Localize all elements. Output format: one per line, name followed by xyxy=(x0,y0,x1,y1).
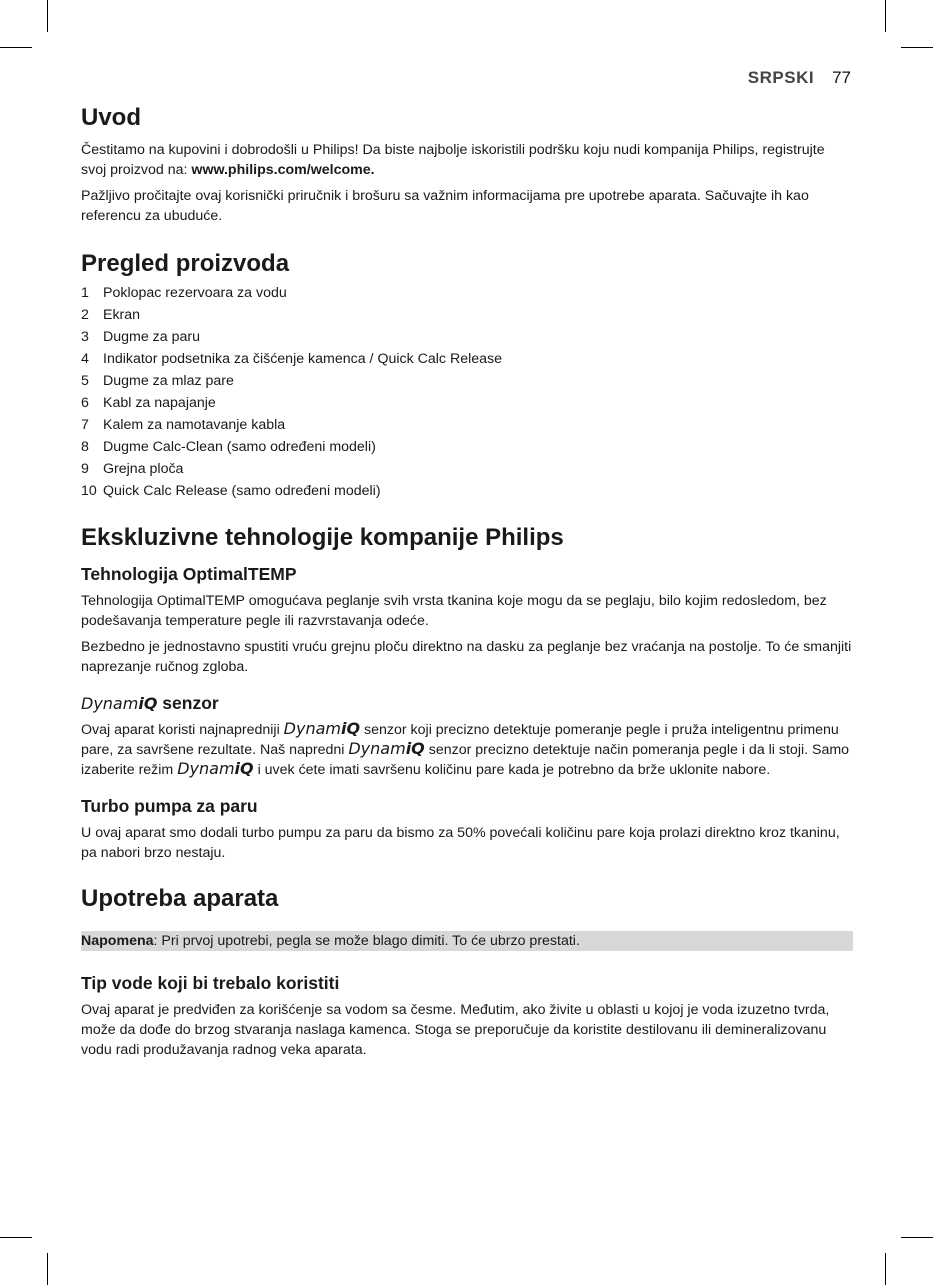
technologies-title: Ekskluzivne tehnologije kompanije Philips xyxy=(81,524,564,551)
dynamiq-logo: DynamiQ xyxy=(177,759,254,778)
page-header xyxy=(748,68,851,88)
list-item: 8 Dugme Calc-Clean (samo određeni modeli) xyxy=(81,439,376,455)
list-item: 7 Kalem za namotavanje kabla xyxy=(81,417,286,433)
note-text: : Pri prvoj upotrebi, pegla se može blago dimiti. To će ubrzo prestati. xyxy=(153,933,580,949)
parts-list xyxy=(81,282,853,502)
page-number: 77 xyxy=(832,68,851,87)
water-paragraph: Ovaj aparat je predviđen za korišćenje sa vodom sa česme. Međutim, ako živite u oblasti u kojoj je voda izuzetno tvrda, može da dođe do brzog stvaranja naslaga kamenca. Stoga se preporučuje da koristite destilovanu ili demineralizovanu vodu radi produžavanja radnog veka aparata. xyxy=(81,1002,830,1058)
usage-title: Upotreba aparata xyxy=(81,885,279,912)
optimaltemp-paragraph-2: Bezbedno je jednostavno spustiti vruću grejnu ploču direktno na dasku za peglanje bez vraćanja na postolje. To će smanjiti naprezanje ručnog zgloba. xyxy=(81,639,852,675)
intro-section xyxy=(81,102,853,226)
crop-mark xyxy=(901,1237,933,1238)
list-item: 9 Grejna ploča xyxy=(81,461,184,477)
crop-mark xyxy=(0,1237,32,1238)
turbo-paragraph: U ovaj aparat smo dodali turbo pumpu za paru da bismo za 50% povećali količinu pare koja prolazi direktno kroz tkaninu, pa nabori brzo nestaju. xyxy=(81,825,840,861)
intro-text: Čestitamo na kupovini i dobrodošli u Philips! Da biste najbolje iskoristili podršku koju nudi kompanija Philips, registrujte svoj proizvod na: xyxy=(81,142,825,178)
optimaltemp-title: Tehnologija OptimalTEMP xyxy=(81,564,297,584)
intro-paragraph xyxy=(81,140,853,180)
intro-title: Uvod xyxy=(81,104,141,131)
list-item: 10 Quick Calc Release (samo određeni modeli) xyxy=(81,483,381,499)
dynamiq-paragraph: Ovaj aparat koristi najnapredniji DynamiQ senzor koji precizno detektuje pomeranje pegle i pruža inteligentnu primenu pare, za savršene rezultate. Naš napredni DynamiQ senzor precizno detektuje način pomeranja pegle i da li stoji. Samo izaberite režim DynamiQ i uvek ćete imati savršenu količinu pare kada je potrebno da brže uklonite nabore. xyxy=(81,719,850,778)
note-label: Napomena xyxy=(81,933,154,949)
crop-mark xyxy=(885,0,886,32)
overview-title: Pregled proizvoda xyxy=(81,250,290,277)
crop-mark xyxy=(0,47,32,48)
overview-section xyxy=(81,248,853,502)
list-item: 4 Indikator podsetnika za čišćenje kamenca / Quick Calc Release xyxy=(81,351,503,367)
list-item: 6 Kabl za napajanje xyxy=(81,395,216,411)
list-item: 5 Dugme za mlaz pare xyxy=(81,373,234,389)
turbo-title: Turbo pumpa za paru xyxy=(81,796,258,816)
list-item: 1 Poklopac rezervoara za vodu xyxy=(81,285,287,301)
crop-mark xyxy=(47,1253,48,1285)
dynamiq-title: DynamiQ senzor xyxy=(81,693,219,713)
crop-mark xyxy=(901,47,933,48)
language-label: SRPSKI xyxy=(747,68,815,87)
usage-section xyxy=(81,883,853,1060)
dynamiq-logo: DynamiQ xyxy=(81,694,158,713)
note-box xyxy=(81,931,853,951)
philips-link[interactable]: www.philips.com/welcome. xyxy=(191,162,375,178)
technologies-section xyxy=(81,522,853,863)
intro-paragraph-2: Pažljivo pročitajte ovaj korisnički priručnik i brošuru sa važnim informacijama pre upotrebe aparata. Sačuvajte ih kao referencu za ubuduće. xyxy=(81,188,809,224)
water-title: Tip vode koji bi trebalo koristiti xyxy=(81,973,340,993)
dynamiq-logo: DynamiQ xyxy=(348,739,425,758)
crop-mark xyxy=(47,0,48,32)
dynamiq-logo: DynamiQ xyxy=(283,719,361,738)
optimaltemp-paragraph: Tehnologija OptimalTEMP omogućava peglanje svih vrsta tkanina koje mogu da se peglaju, bilo kojim redosledom, bez podešavanja temperature pegle ili razvrstavanja odeće. xyxy=(81,593,827,629)
list-item: 2 Ekran xyxy=(81,307,141,323)
document-body xyxy=(81,102,853,1066)
crop-mark xyxy=(885,1253,886,1285)
list-item: 3 Dugme za paru xyxy=(81,329,200,345)
